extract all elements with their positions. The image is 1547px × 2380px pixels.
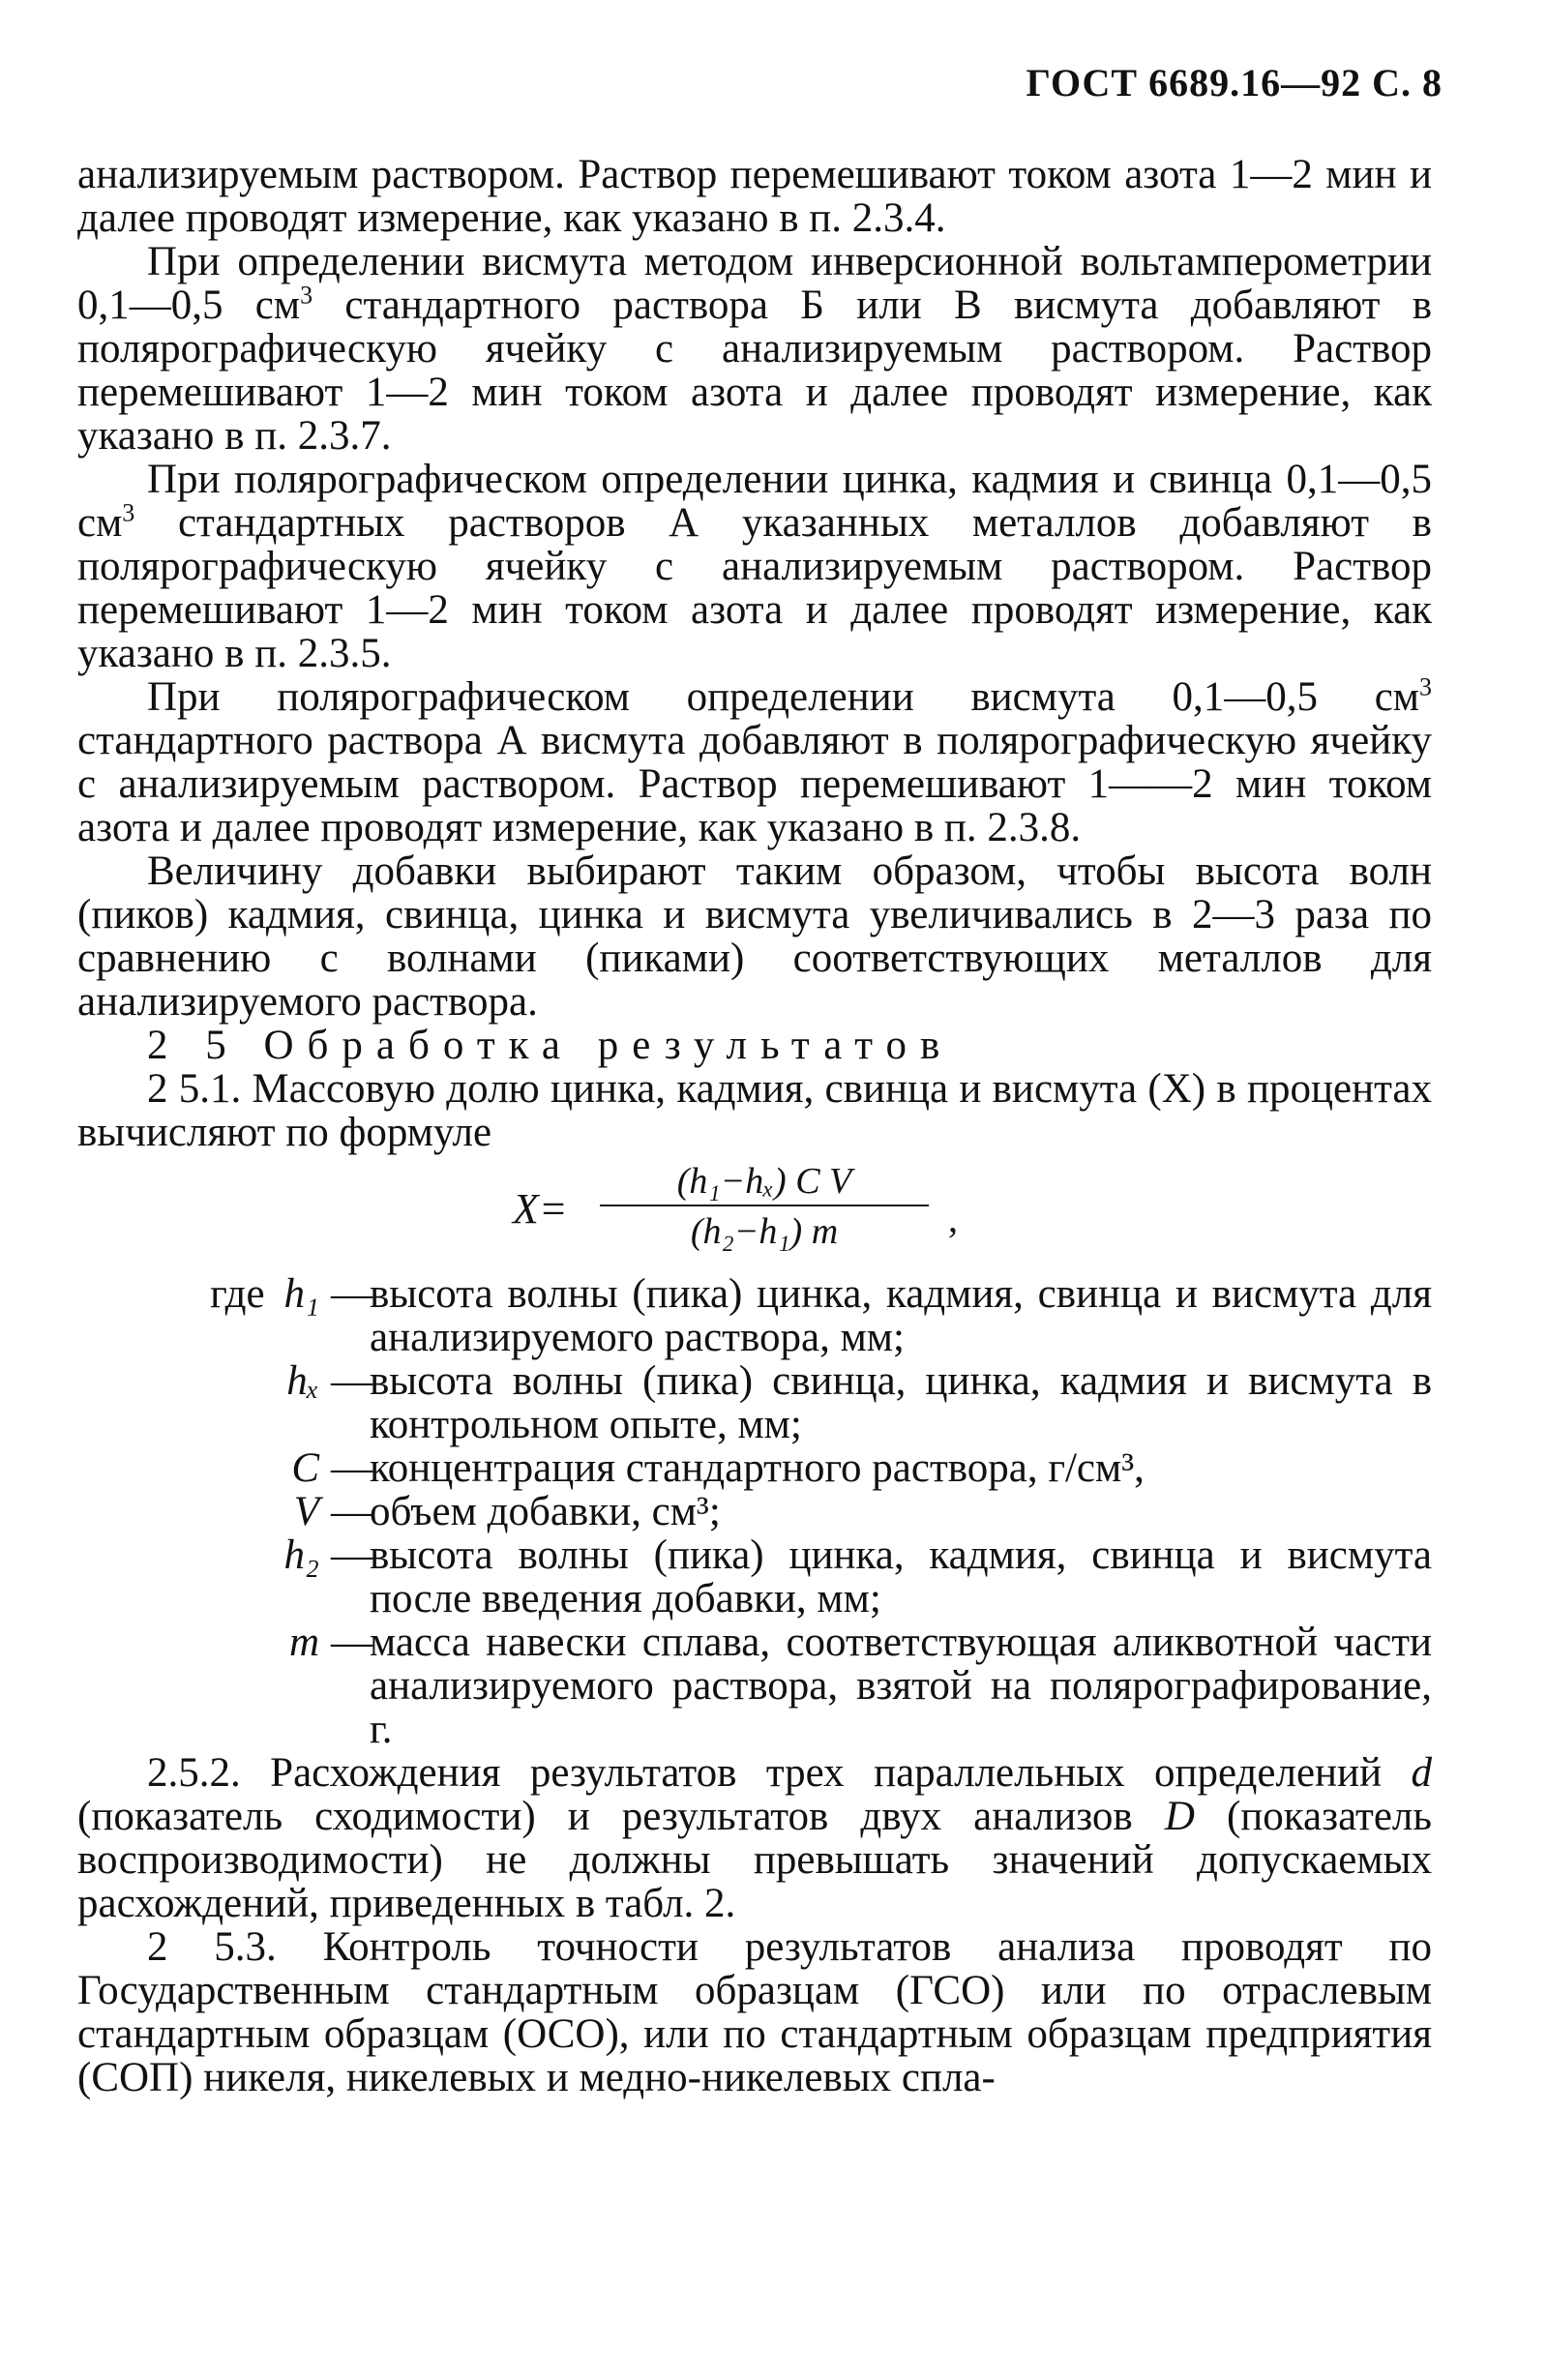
paragraph-accuracy-control: 2 5.3. Контроль точности результатов анализа проводят по Государственным стандартным образцам (ГСО) или по отраслевым стандартным образцам (ОСО), или по стандартным образцам предприятия (СОП) никеля, никелевых и медно-никелевых спла- (77, 1924, 1432, 2100)
section-heading: 2 5 Обработка результатов (147, 1023, 954, 1068)
paragraph-bismuth-polarography: При полярографическом определении висмута 0,1—0,5 $см^3$ стандартного раствора А висмута добавляют в полярографическую ячейку с анализируемым раствором. Раствор перемешивают 1——2 мин током азота и далее проводят измерение, как указано в п. 2.3.8. (77, 672, 1432, 850)
paragraph-continuation: анализируемым раствором. Раствор перемешивают током азота 1—2 мин и далее проводят измерение, как указано в п. 2.3.4. (77, 152, 1432, 241)
definition-symbol: m (288, 1620, 319, 1665)
definition-row (77, 1272, 1432, 1359)
definition-text: высота волны (пика) цинка, кадмия, свинца и висмута после введения добавки, мм; (370, 1532, 1432, 1621)
definition-row (77, 1359, 1432, 1446)
paragraph-zinc-cadmium-lead: При полярографическом определении цинка, кадмия и свинца 0,1—0,5 $см^3$ стандартных растворов А указанных металлов добавляют в полярографическую ячейку с анализируемым раствором. Раствор перемешивают 1—2 мин током азота и далее проводят измерение, как указано в п. 2.3.5. (77, 457, 1432, 676)
definition-text: высота волны (пика) свинца, цинка, кадмия и висмута в контрольном опыте, мм; (370, 1358, 1432, 1447)
where-label: где (210, 1271, 265, 1317)
definition-text: концентрация стандартного раствора, г/см³, (370, 1445, 1145, 1491)
formula-fraction (600, 1160, 929, 1253)
definition-row (77, 1533, 1432, 1621)
definition-text: объем добавки, см³; (370, 1489, 721, 1534)
definition-symbol: hₓ (286, 1358, 319, 1404)
definition-row (77, 1490, 1432, 1533)
fraction-bar (600, 1205, 929, 1206)
definition-dash: — (331, 1358, 372, 1404)
definition-dash: — (331, 1620, 372, 1665)
formula-denominator: (h₂−h₁) m (690, 1211, 839, 1252)
paragraph-additive-size: Величину добавки выбирают таким образом, чтобы высота волн (пиков) кадмия, свинца, цинка и висмута увеличивались в 2—3 раза по сравнению с волнами (пиками) соответствующих металлов для анализируемого раствора. (77, 848, 1432, 1025)
definition-dash: — (331, 1271, 372, 1317)
formula (77, 1160, 1432, 1266)
definition-symbol: V (293, 1489, 319, 1534)
formula-lhs: X= (513, 1185, 568, 1233)
page-header: ГОСТ 6689.16—92 С. 8 (1026, 61, 1443, 104)
variable-definitions (77, 1272, 1432, 1751)
definition-row (77, 1621, 1432, 1751)
definition-row (77, 1446, 1432, 1490)
paragraph-bismuth-voltammetry: При определении висмута методом инверсионной вольтамперометрии 0,1—0,5 $см^3$ стандартного раствора Б или В висмута добавляют в полярографическую ячейку с анализируемым раствором. Раствор перемешивают 1—2 мин током азота и далее проводят измерение, как указано в п. 2.3.7. (77, 239, 1433, 459)
definition-dash: — (331, 1532, 372, 1578)
definition-symbol: C (291, 1445, 319, 1491)
formula-comma: , (948, 1197, 958, 1240)
paragraph-discrepancies: 2.5.2. Расхождения результатов трех параллельных определений d (показатель сходимости) и результатов двух анализов D (показатель воспроизводимости) не должны превышать значений допускаемых расхождений, приведенных в табл. 2. (77, 1750, 1432, 1926)
paragraph-mass-fraction: 2 5.1. Массовую долю цинка, кадмия, свинца и висмута (X) в процентах вычисляют по формуле (77, 1066, 1432, 1155)
definition-dash: — (331, 1445, 372, 1491)
definition-symbol: h₂ (283, 1532, 319, 1578)
document-body (77, 153, 1432, 2099)
definition-text: масса навески сплава, соответствующая аликвотной части анализируемого раствора, взятой на полярографирование, г. (370, 1620, 1432, 1752)
definition-dash: — (331, 1489, 372, 1534)
formula-numerator: (h₁−hₓ) C V (676, 1161, 852, 1202)
definition-text: высота волны (пика) цинка, кадмия, свинца и висмута для анализируемого раствора, мм; (370, 1271, 1432, 1360)
definition-symbol: h₁ (283, 1271, 319, 1317)
